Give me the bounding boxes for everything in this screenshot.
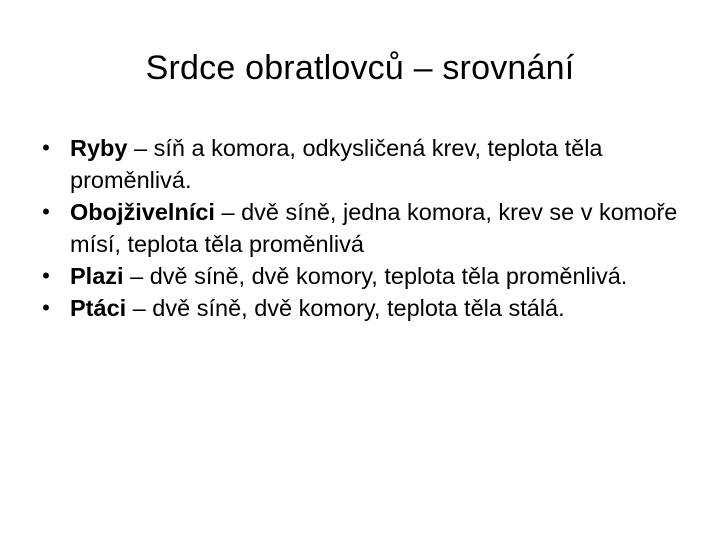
bullet-list (36, 132, 692, 324)
bullet-marker: • (42, 263, 50, 288)
bullet-item-ptaci (36, 292, 692, 324)
bullet-marker: • (42, 295, 50, 320)
bullet-marker: • (42, 199, 50, 224)
bullet-text: – dvě síně, dvě komory, teplota těla proměnlivá. (123, 263, 628, 289)
bullet-term: Obojživelníci (70, 199, 215, 225)
bullet-text: – síň a komora, odkysličená krev, teplota těla proměnlivá. (70, 135, 603, 193)
bullet-term: Ryby (70, 135, 128, 161)
bullet-item-ryby (36, 132, 692, 196)
bullet-item-obojzivelnici (36, 196, 692, 260)
bullet-term: Plazi (70, 263, 124, 289)
bullet-marker: • (42, 135, 50, 160)
bullet-term: Ptáci (70, 295, 127, 321)
bullet-text: – dvě síně, jedna komora, krev se v komoře mísí, teplota těla proměnlivá (70, 199, 678, 257)
slide-title: Srdce obratlovců – srovnání (145, 49, 575, 87)
bullet-text: – dvě síně, dvě komory, teplota těla stálá. (126, 295, 565, 321)
bullet-item-plazi (36, 260, 692, 292)
